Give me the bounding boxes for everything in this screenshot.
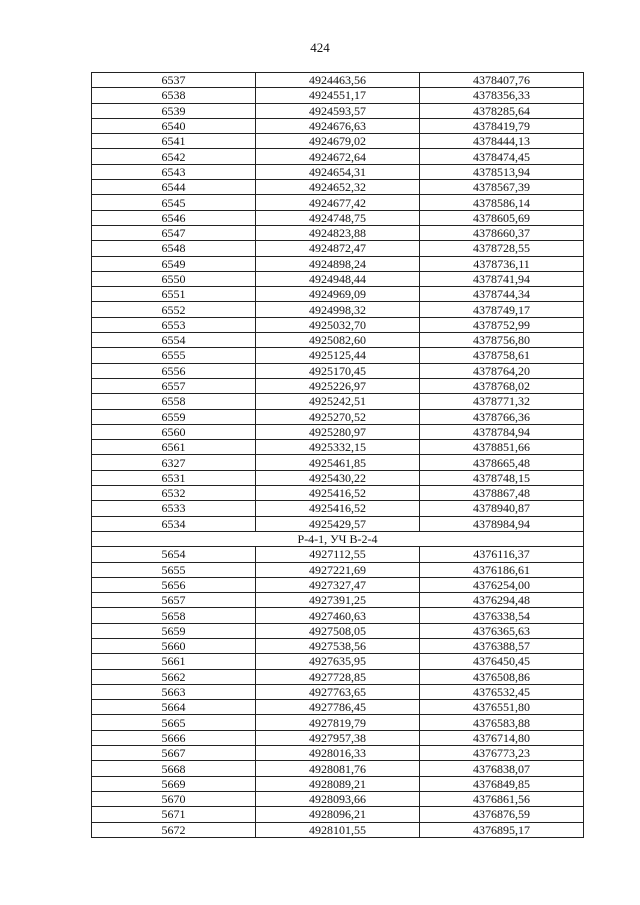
y-coordinate-cell: 4378605,69 — [420, 210, 584, 225]
table-row — [92, 302, 584, 317]
x-coordinate-cell: 4928096,21 — [256, 807, 420, 822]
table-row — [92, 103, 584, 118]
y-coordinate-cell: 4378749,17 — [420, 302, 584, 317]
point-number-cell: 6557 — [92, 378, 256, 393]
point-number-cell: 6561 — [92, 440, 256, 455]
y-coordinate-cell: 4378784,94 — [420, 424, 584, 439]
y-coordinate-cell: 4378752,99 — [420, 317, 584, 332]
x-coordinate-cell: 4927508,05 — [256, 623, 420, 638]
table-row — [92, 363, 584, 378]
point-number-cell: 6559 — [92, 409, 256, 424]
x-coordinate-cell: 4927786,45 — [256, 700, 420, 715]
x-coordinate-cell: 4928101,55 — [256, 822, 420, 837]
x-coordinate-cell: 4925082,60 — [256, 333, 420, 348]
table-row — [92, 501, 584, 516]
table-row — [92, 486, 584, 501]
point-number-cell: 5670 — [92, 791, 256, 806]
x-coordinate-cell: 4927728,85 — [256, 669, 420, 684]
y-coordinate-cell: 4378768,02 — [420, 378, 584, 393]
y-coordinate-cell: 4376294,48 — [420, 593, 584, 608]
x-coordinate-cell: 4925429,57 — [256, 516, 420, 531]
x-coordinate-cell: 4925430,22 — [256, 470, 420, 485]
table-row — [92, 822, 584, 837]
point-number-cell: 6533 — [92, 501, 256, 516]
point-number-cell: 6548 — [92, 241, 256, 256]
table-row — [92, 684, 584, 699]
point-number-cell: 5660 — [92, 638, 256, 653]
x-coordinate-cell: 4925416,52 — [256, 501, 420, 516]
point-number-cell: 6555 — [92, 348, 256, 363]
x-coordinate-cell: 4928089,21 — [256, 776, 420, 791]
y-coordinate-cell: 4376895,17 — [420, 822, 584, 837]
y-coordinate-cell: 4376532,45 — [420, 684, 584, 699]
y-coordinate-cell: 4376876,59 — [420, 807, 584, 822]
table-row — [92, 593, 584, 608]
x-coordinate-cell: 4927957,38 — [256, 730, 420, 745]
y-coordinate-cell: 4378741,94 — [420, 271, 584, 286]
table-row — [92, 164, 584, 179]
point-number-cell: 5663 — [92, 684, 256, 699]
y-coordinate-cell: 4378851,66 — [420, 440, 584, 455]
point-number-cell: 5655 — [92, 562, 256, 577]
x-coordinate-cell: 4925125,44 — [256, 348, 420, 363]
point-number-cell: 6560 — [92, 424, 256, 439]
x-coordinate-cell: 4924654,31 — [256, 164, 420, 179]
point-number-cell: 6544 — [92, 180, 256, 195]
table-row — [92, 287, 584, 302]
x-coordinate-cell: 4925416,52 — [256, 486, 420, 501]
table-row — [92, 577, 584, 592]
y-coordinate-cell: 4376186,61 — [420, 562, 584, 577]
y-coordinate-cell: 4376338,54 — [420, 608, 584, 623]
table-row — [92, 149, 584, 164]
x-coordinate-cell: 4928016,33 — [256, 746, 420, 761]
x-coordinate-cell: 4927221,69 — [256, 562, 420, 577]
y-coordinate-cell: 4378748,15 — [420, 470, 584, 485]
table-row — [92, 547, 584, 562]
x-coordinate-cell: 4925461,85 — [256, 455, 420, 470]
point-number-cell: 5669 — [92, 776, 256, 791]
point-number-cell: 6545 — [92, 195, 256, 210]
y-coordinate-cell: 4378586,14 — [420, 195, 584, 210]
y-coordinate-cell: 4378744,34 — [420, 287, 584, 302]
x-coordinate-cell: 4925242,51 — [256, 394, 420, 409]
table-row — [92, 195, 584, 210]
y-coordinate-cell: 4378356,33 — [420, 88, 584, 103]
table-row — [92, 424, 584, 439]
point-number-cell: 6540 — [92, 118, 256, 133]
point-number-cell: 5672 — [92, 822, 256, 837]
point-number-cell: 6532 — [92, 486, 256, 501]
y-coordinate-cell: 4378419,79 — [420, 118, 584, 133]
x-coordinate-cell: 4927819,79 — [256, 715, 420, 730]
point-number-cell: 5662 — [92, 669, 256, 684]
table-row — [92, 378, 584, 393]
x-coordinate-cell: 4927538,56 — [256, 638, 420, 653]
point-number-cell: 6553 — [92, 317, 256, 332]
y-coordinate-cell: 4376838,07 — [420, 761, 584, 776]
table-row — [92, 623, 584, 638]
page-number: 424 — [310, 40, 330, 55]
y-coordinate-cell: 4378771,32 — [420, 394, 584, 409]
point-number-cell: 6539 — [92, 103, 256, 118]
x-coordinate-cell: 4928093,66 — [256, 791, 420, 806]
x-coordinate-cell: 4924969,09 — [256, 287, 420, 302]
x-coordinate-cell: 4924823,88 — [256, 225, 420, 240]
x-coordinate-cell: 4925226,97 — [256, 378, 420, 393]
x-coordinate-cell: 4925332,15 — [256, 440, 420, 455]
point-number-cell: 6558 — [92, 394, 256, 409]
coordinates-table — [91, 72, 584, 838]
table-row — [92, 73, 584, 88]
point-number-cell: 6543 — [92, 164, 256, 179]
table-row — [92, 761, 584, 776]
table-row — [92, 470, 584, 485]
point-number-cell: 5659 — [92, 623, 256, 638]
point-number-cell: 6549 — [92, 256, 256, 271]
coordinates-table-body — [92, 73, 584, 838]
table-row — [92, 333, 584, 348]
y-coordinate-cell: 4378444,13 — [420, 134, 584, 149]
y-coordinate-cell: 4376508,86 — [420, 669, 584, 684]
table-row — [92, 776, 584, 791]
table-row — [92, 180, 584, 195]
table-row — [92, 608, 584, 623]
y-coordinate-cell: 4378285,64 — [420, 103, 584, 118]
x-coordinate-cell: 4925280,97 — [256, 424, 420, 439]
x-coordinate-cell: 4927635,95 — [256, 654, 420, 669]
x-coordinate-cell: 4927460,63 — [256, 608, 420, 623]
point-number-cell: 5657 — [92, 593, 256, 608]
table-row — [92, 440, 584, 455]
point-number-cell: 6547 — [92, 225, 256, 240]
table-row — [92, 409, 584, 424]
point-number-cell: 5671 — [92, 807, 256, 822]
table-row — [92, 807, 584, 822]
point-number-cell: 5656 — [92, 577, 256, 592]
section-heading: Р-4-1, УЧ В-2-4 — [92, 531, 584, 546]
y-coordinate-cell: 4378567,39 — [420, 180, 584, 195]
point-number-cell: 6556 — [92, 363, 256, 378]
y-coordinate-cell: 4378766,36 — [420, 409, 584, 424]
x-coordinate-cell: 4925270,52 — [256, 409, 420, 424]
point-number-cell: 5658 — [92, 608, 256, 623]
table-row — [92, 88, 584, 103]
point-number-cell: 6554 — [92, 333, 256, 348]
table-row — [92, 317, 584, 332]
section-heading-row — [92, 531, 584, 546]
y-coordinate-cell: 4378736,11 — [420, 256, 584, 271]
y-coordinate-cell: 4376861,56 — [420, 791, 584, 806]
table-row — [92, 394, 584, 409]
y-coordinate-cell: 4378513,94 — [420, 164, 584, 179]
point-number-cell: 5665 — [92, 715, 256, 730]
x-coordinate-cell: 4924593,57 — [256, 103, 420, 118]
table-row — [92, 118, 584, 133]
x-coordinate-cell: 4924898,24 — [256, 256, 420, 271]
x-coordinate-cell: 4928081,76 — [256, 761, 420, 776]
table-row — [92, 638, 584, 653]
x-coordinate-cell: 4924948,44 — [256, 271, 420, 286]
x-coordinate-cell: 4927391,25 — [256, 593, 420, 608]
table-row — [92, 791, 584, 806]
y-coordinate-cell: 4378867,48 — [420, 486, 584, 501]
y-coordinate-cell: 4376450,45 — [420, 654, 584, 669]
table-row — [92, 715, 584, 730]
y-coordinate-cell: 4376551,80 — [420, 700, 584, 715]
table-row — [92, 134, 584, 149]
point-number-cell: 5667 — [92, 746, 256, 761]
point-number-cell: 6546 — [92, 210, 256, 225]
point-number-cell: 5661 — [92, 654, 256, 669]
y-coordinate-cell: 4376714,80 — [420, 730, 584, 745]
x-coordinate-cell: 4924872,47 — [256, 241, 420, 256]
y-coordinate-cell: 4376849,85 — [420, 776, 584, 791]
y-coordinate-cell: 4378940,87 — [420, 501, 584, 516]
x-coordinate-cell: 4924463,56 — [256, 73, 420, 88]
x-coordinate-cell: 4925032,70 — [256, 317, 420, 332]
y-coordinate-cell: 4378474,45 — [420, 149, 584, 164]
x-coordinate-cell: 4924551,17 — [256, 88, 420, 103]
y-coordinate-cell: 4376773,23 — [420, 746, 584, 761]
point-number-cell: 6541 — [92, 134, 256, 149]
x-coordinate-cell: 4924677,42 — [256, 195, 420, 210]
point-number-cell: 6327 — [92, 455, 256, 470]
x-coordinate-cell: 4924748,75 — [256, 210, 420, 225]
point-number-cell: 5668 — [92, 761, 256, 776]
point-number-cell: 6531 — [92, 470, 256, 485]
table-row — [92, 241, 584, 256]
table-row — [92, 730, 584, 745]
y-coordinate-cell: 4376116,37 — [420, 547, 584, 562]
point-number-cell: 5664 — [92, 700, 256, 715]
y-coordinate-cell: 4378984,94 — [420, 516, 584, 531]
y-coordinate-cell: 4376365,63 — [420, 623, 584, 638]
point-number-cell: 6551 — [92, 287, 256, 302]
point-number-cell: 6537 — [92, 73, 256, 88]
point-number-cell: 6550 — [92, 271, 256, 286]
table-row — [92, 271, 584, 286]
point-number-cell: 6542 — [92, 149, 256, 164]
table-row — [92, 210, 584, 225]
table-row — [92, 654, 584, 669]
table-row — [92, 516, 584, 531]
x-coordinate-cell: 4927327,47 — [256, 577, 420, 592]
table-row — [92, 562, 584, 577]
y-coordinate-cell: 4378764,20 — [420, 363, 584, 378]
table-row — [92, 455, 584, 470]
table-row — [92, 669, 584, 684]
x-coordinate-cell: 4924652,32 — [256, 180, 420, 195]
table-row — [92, 348, 584, 363]
y-coordinate-cell: 4378407,76 — [420, 73, 584, 88]
point-number-cell: 6534 — [92, 516, 256, 531]
y-coordinate-cell: 4378756,80 — [420, 333, 584, 348]
point-number-cell: 6552 — [92, 302, 256, 317]
x-coordinate-cell: 4924676,63 — [256, 118, 420, 133]
x-coordinate-cell: 4927112,55 — [256, 547, 420, 562]
table-row — [92, 225, 584, 240]
x-coordinate-cell: 4925170,45 — [256, 363, 420, 378]
x-coordinate-cell: 4927763,65 — [256, 684, 420, 699]
y-coordinate-cell: 4378665,48 — [420, 455, 584, 470]
x-coordinate-cell: 4924679,02 — [256, 134, 420, 149]
point-number-cell: 6538 — [92, 88, 256, 103]
point-number-cell: 5654 — [92, 547, 256, 562]
y-coordinate-cell: 4376388,57 — [420, 638, 584, 653]
x-coordinate-cell: 4924672,64 — [256, 149, 420, 164]
table-row — [92, 746, 584, 761]
y-coordinate-cell: 4378758,61 — [420, 348, 584, 363]
y-coordinate-cell: 4376583,88 — [420, 715, 584, 730]
point-number-cell: 5666 — [92, 730, 256, 745]
table-row — [92, 256, 584, 271]
y-coordinate-cell: 4376254,00 — [420, 577, 584, 592]
y-coordinate-cell: 4378660,37 — [420, 225, 584, 240]
x-coordinate-cell: 4924998,32 — [256, 302, 420, 317]
table-row — [92, 700, 584, 715]
y-coordinate-cell: 4378728,55 — [420, 241, 584, 256]
